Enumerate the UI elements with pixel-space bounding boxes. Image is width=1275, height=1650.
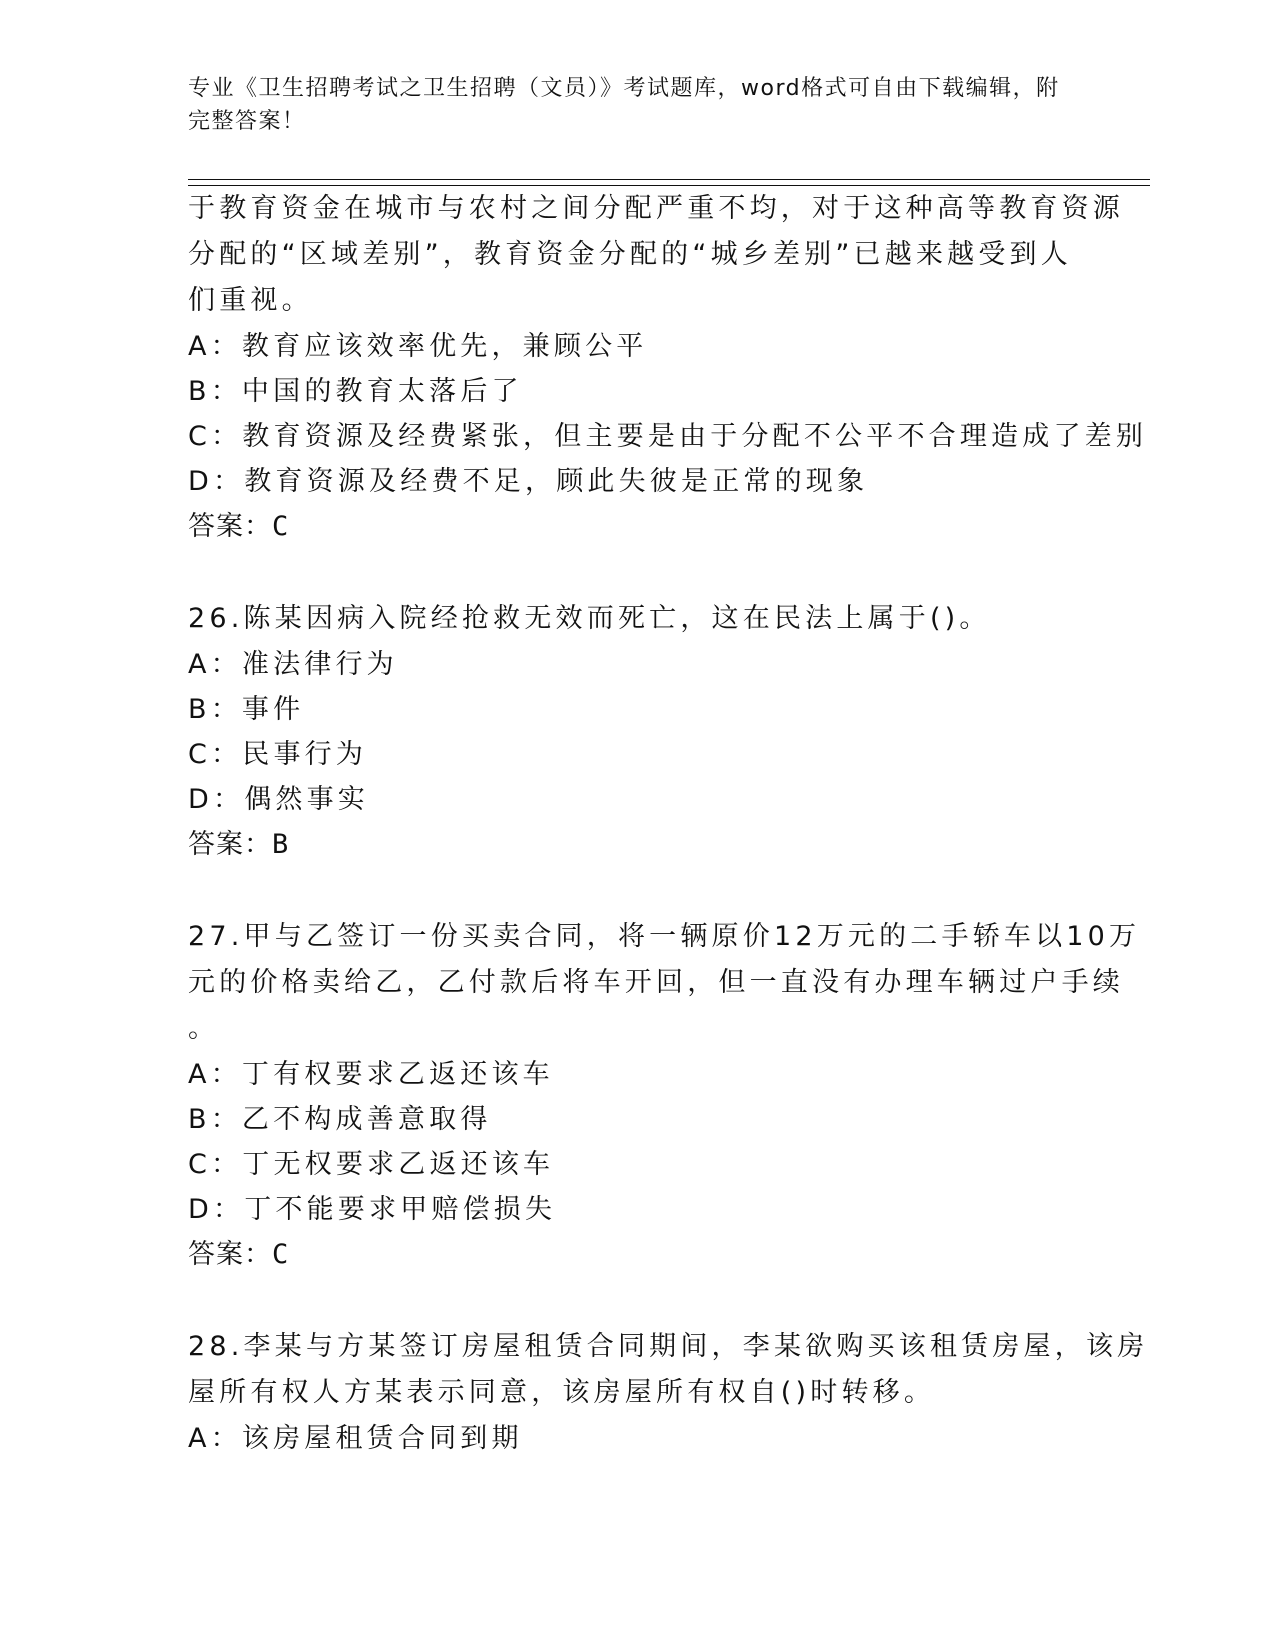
answer-line — [188, 1232, 1088, 1278]
option-a: A：教育应该效率优先，兼顾公平 — [188, 331, 648, 362]
question-stem-line: 们重视。 — [188, 285, 313, 316]
question-27 — [188, 914, 1141, 1278]
option-c: C：丁无权要求乙返还该车 — [188, 1149, 555, 1180]
answer-value: C — [272, 511, 290, 542]
question-spacer — [188, 868, 1088, 914]
answer-label: 答案： — [188, 829, 272, 860]
option-d: D：偶然事实 — [188, 784, 369, 815]
question-stem-line: 分配的“区域差别”，教育资金分配的“城乡差别”已越来越受到人 — [188, 239, 1072, 270]
answer-value: C — [272, 1239, 290, 1270]
answer-line — [188, 504, 1088, 550]
option-d: D：丁不能要求甲赔偿损失 — [188, 1194, 557, 1225]
option-c: C：民事行为 — [188, 739, 368, 770]
question-spacer — [188, 550, 1088, 596]
answer-label: 答案： — [188, 1239, 272, 1270]
question-stem-line: 元的价格卖给乙，乙付款后将车开回，但一直没有办理车辆过户手续 — [188, 967, 1124, 998]
option-b: B：事件 — [188, 694, 305, 725]
question-28 — [188, 1324, 1149, 1461]
question-25 — [188, 186, 1148, 550]
question-stem-line: 屋所有权人方某表示同意，该房屋所有权自()时转移。 — [188, 1377, 936, 1408]
option-c: C：教育资源及经费紧张，但主要是由于分配不公平不合理造成了差别 — [188, 421, 1148, 452]
question-stem-line: 28.李某与方某签订房屋租赁合同期间，李某欲购买该租赁房屋，该房 — [188, 1331, 1149, 1362]
answer-label: 答案： — [188, 511, 272, 542]
question-stem-line: 。 — [188, 1013, 220, 1044]
question-26 — [188, 596, 1088, 868]
header-divider-top — [188, 179, 1150, 180]
option-b: B：中国的教育太落后了 — [188, 376, 523, 407]
document-header: 专业《卫生招聘考试之卫生招聘（文员）》考试题库，word格式可自由下载编辑，附完整答案！ — [188, 76, 1060, 134]
question-spacer — [188, 1278, 1088, 1324]
option-d: D：教育资源及经费不足，顾此失彼是正常的现象 — [188, 466, 869, 497]
answer-value: B — [272, 829, 290, 860]
question-list — [188, 186, 1149, 1461]
question-stem-line: 26.陈某因病入院经抢救无效而死亡，这在民法上属于()。 — [188, 603, 991, 634]
answer-line — [188, 822, 1088, 868]
option-a: A：准法律行为 — [188, 649, 398, 680]
option-a: A：丁有权要求乙返还该车 — [188, 1059, 554, 1090]
option-a: A：该房屋租赁合同到期 — [188, 1423, 523, 1454]
option-b: B：乙不构成善意取得 — [188, 1104, 492, 1135]
question-stem-line: 27.甲与乙签订一份买卖合同，将一辆原价12万元的二手轿车以10万 — [188, 921, 1141, 952]
question-stem-line: 于教育资金在城市与农村之间分配严重不均，对于这种高等教育资源 — [188, 193, 1124, 224]
